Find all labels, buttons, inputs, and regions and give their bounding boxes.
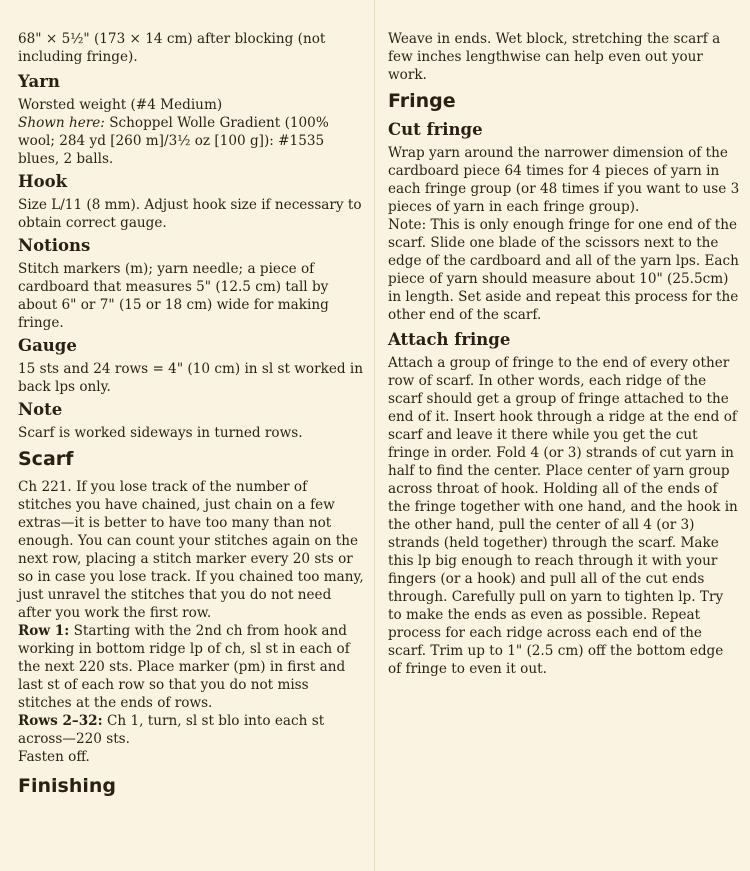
- right-column: [378, 0, 750, 678]
- attach-fringe-heading: Attach fringe: [388, 330, 511, 349]
- size-line: 68" × 5½" (173 × 14 cm) after blocking (not including fringe).: [18, 31, 326, 65]
- yarn-heading: Yarn: [18, 72, 60, 91]
- scarf-intro: Ch 221. If you lose track of the number of stitches you have chained, just chain on a few extras—it is better to have too many than not enough. You can count your stitches again on the next row, placing a stitch marker every 20 sts or so in case you lose track. If you chained too many, just unravel the stitches that you do not need after you work the first row.: [18, 479, 364, 621]
- left-column: [0, 0, 373, 801]
- cut-fringe-heading: Cut fringe: [388, 120, 483, 139]
- yarn-shown-here: [18, 114, 365, 168]
- gauge-text: 15 sts and 24 rows = 4" (10 cm) in sl st worked in back lps only.: [18, 361, 364, 395]
- row-1-text: Starting with the 2nd ch from hook and working in bottom ridge lp of ch, sl st in each of the next 220 sts. Place marker (pm) in first and last st of each row so that you do not miss stitches at the ends of rows.: [18, 623, 350, 711]
- finishing-heading: Finishing: [18, 775, 117, 797]
- shown-here-text: Schoppel Wolle Gradient (100% wool; 284 yd [260 m]/3½ oz [100 g]): #1535 blues, 2 balls.: [18, 115, 329, 167]
- weave-in-ends: Weave in ends. Wet block, stretching the scarf a few inches lengthwise can help even out your work.: [388, 31, 721, 83]
- gauge-heading: Gauge: [18, 336, 77, 355]
- shown-here-label: Shown here:: [18, 115, 105, 131]
- hook-heading: Hook: [18, 172, 68, 191]
- row-1-label: Row 1:: [18, 623, 70, 639]
- rows-2-label: Rows 2–32:: [18, 713, 103, 729]
- row-1-instruction: [18, 622, 365, 712]
- cut-fringe-text-1: Wrap yarn around the narrower dimension of the cardboard piece 64 times for 4 pieces of yarn in each fringe group (or 48 times if you want to use 3 pieces of yarn in each fringe group).: [388, 145, 740, 215]
- rows-2-text: Ch 1, turn, sl st blo into each st across—220 sts.: [18, 713, 325, 747]
- cut-fringe-text-2: Note: This is only enough fringe for one end of the scarf. Slide one blade of the scissors next to the edge of the cardboard and all of the yarn lps. Each piece of yarn should measure about 10" (25.5cm) in length. Set aside and repeat this process for the other end of the scarf.: [388, 217, 739, 323]
- note-text: Scarf is worked sideways in turned rows.: [18, 425, 303, 441]
- scarf-heading: Scarf: [18, 448, 74, 470]
- yarn-weight: Worsted weight (#4 Medium): [18, 97, 223, 113]
- note-heading: Note: [18, 400, 63, 419]
- notions-text: Stitch markers (m); yarn needle; a piece of cardboard that measures 5" (12.5 cm) tall by about 6" or 7" (15 or 18 cm) wide for making fringe.: [18, 261, 329, 331]
- attach-fringe-text: Attach a group of fringe to the end of every other row of scarf. In other words, each ridge of the scarf should get a group of fringe attached to the end of it. Insert hook through a ridge at the end of scarf and leave it there while you get the cut fringe in order. Fold 4 (or 3) strands of cut yarn in half to find the center. Place center of yarn group across throat of hook. Holding all of the ends of the fringe together with one hand, and the hook in the other hand, pull the center of all 4 (or 3) strands (held together) through the scarf. Make this lp big enough to reach through it with your fingers (or a hook) and pull all of the cut ends through. Carefully pull on yarn to tighten lp. Try to make the ends as even as possible. Repeat process for each ridge across each end of the scarf. Trim up to 1" (2.5 cm) off the bottom edge of fringe to even it out.: [388, 355, 738, 677]
- fasten-off: Fasten off.: [18, 749, 90, 765]
- hook-text: Size L/11 (8 mm). Adjust hook size if necessary to obtain correct gauge.: [18, 197, 362, 231]
- rows-2-instruction: [18, 712, 365, 748]
- fringe-heading: Fringe: [388, 90, 456, 112]
- column-divider: [374, 0, 375, 871]
- notions-heading: Notions: [18, 236, 91, 255]
